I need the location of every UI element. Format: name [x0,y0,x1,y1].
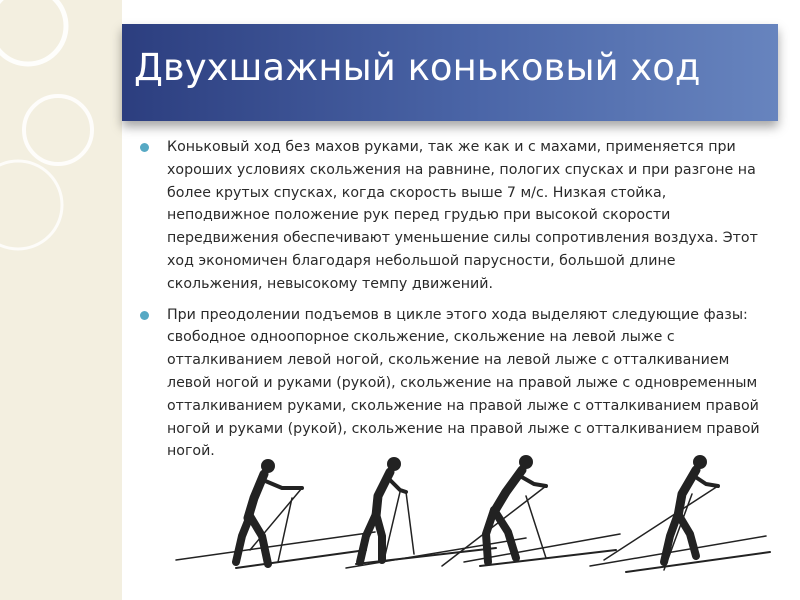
bullet-text: При преодолении подъемов в цикле этого хода выделяют следующие фазы: свободное одноопорное скольжение, скольжение на левой лыже с отталкиванием левой ногой, скольжение на левой лыже с отталкиванием левой ногой и руками (рукой), скольжение на правой лыже с одновременным отталкиванием руками, скольжение на правой лыже с отталкиванием правой ногой и руками (рукой), скольжение на правой лыже с отталкиванием правой ногой. [167,306,760,460]
bullet-list [140,136,770,460]
side-panel [0,0,122,600]
slide-title: Двухшажный коньковый ход [134,46,701,89]
bullet-dot-icon [140,143,149,152]
bullet-item [140,136,770,296]
skier-figure [176,459,375,568]
skier-figure [590,455,770,572]
bullet-dot-icon [140,311,149,320]
skier-figure [442,455,620,566]
skiers-illustration [170,440,780,590]
bullet-text: Коньковый ход без махов руками, так же как и с махами, применяется при хороших условиях скольжения на равнине, пологих спусках и при разгоне на более крутых спусках, когда скорость выше 7 м/с. Низкая стойка, неподвижное положение рук перед грудью при высокой скорости передвижения обеспечивают уменьшение силы сопротивления воздуха. Этот ход экономичен благодаря небольшой парусности, большой длине скольжения, невысокому темпу движений. [167,139,758,292]
